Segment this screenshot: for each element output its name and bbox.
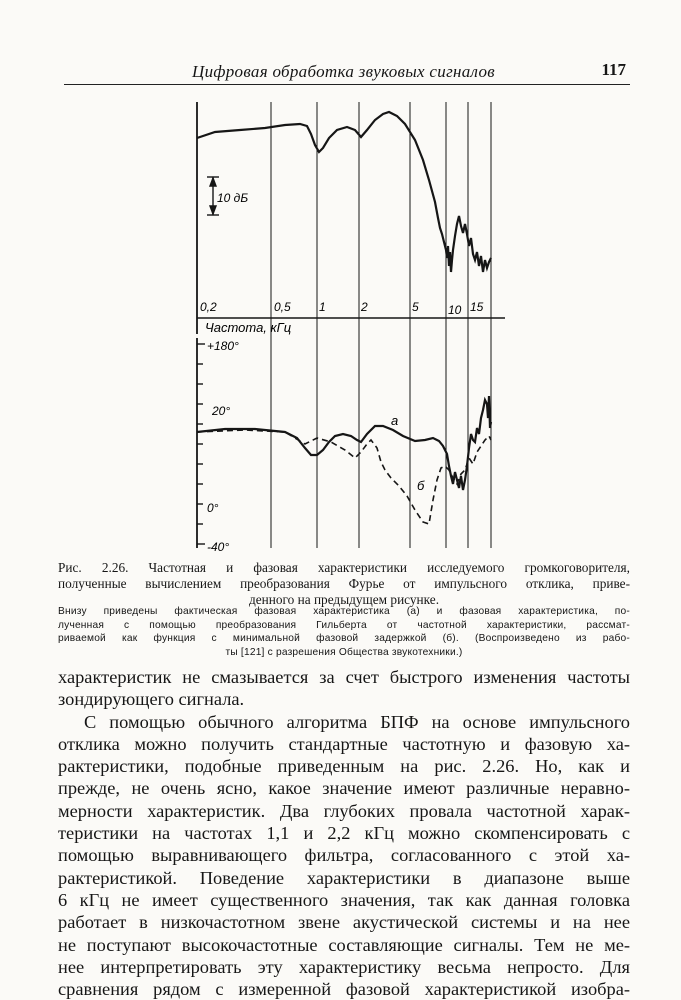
text-line: С помощью обычного алгоритма БПФ на основе импульсного (84, 711, 630, 732)
paragraph (58, 666, 630, 711)
scale-arrow-up (210, 178, 216, 186)
freq-tick-label: 2 (361, 300, 368, 314)
freq-tick-label: 0,5 (274, 300, 291, 314)
running-title: Цифровая обработка звуковых сигналов (192, 62, 495, 81)
text-line: 6 кГц не имеет существенного значения, так как данная головка (58, 889, 630, 910)
text-line: рактеристикой. Поведение характеристики в диапазоне выше (58, 867, 630, 888)
text-line: нее интерпретировать эту характеристику весьма непросто. Для (58, 956, 630, 977)
scale-label: 10 дБ (217, 191, 249, 205)
text-line: работает в низкочастотном звене акустической системы и на нее (58, 912, 630, 933)
freq-tick-label: 10 (448, 303, 462, 317)
phase-label: 20° (212, 404, 231, 418)
caption-line: денного на предыдущем рисунке. (248, 592, 440, 607)
text-line: характеристик не смазывается за счет быстрого изменения частоты (58, 667, 630, 687)
phase-scale-ticks (197, 344, 205, 544)
text-line: теристики на частотах 1,1 и 2,2 кГц можно скомпенсировать с (58, 823, 630, 844)
body-text (58, 666, 630, 1000)
running-header (64, 58, 630, 85)
text-line: не поступают высокочастотные составляющие сигналы. Тем не ме- (58, 934, 630, 955)
text-line: помощью выравнивающего фильтра, согласованного с этой ха- (58, 845, 630, 866)
text-line: мерности характеристик. Два глубоких провала частотной харак- (58, 800, 630, 821)
freq-tick-label: 1 (319, 300, 326, 314)
caption-line: полученные вычислением преобразования Фурье от импульсного отклика, приве- (58, 576, 630, 591)
note-line: лученная с помощью преобразования Гильберта от частотной характеристики, рассмат- (58, 619, 630, 631)
phase-label: +180° (207, 339, 239, 353)
freq-tick-label: 5 (412, 300, 419, 314)
text-line: зондирующего сигнала. (58, 689, 245, 710)
figure-note (58, 605, 630, 659)
note-line: Внизу приведены фактическая фазовая характеристика (а) и фазовая характеристика, по- (58, 606, 630, 617)
phase-label: 0° (207, 501, 219, 515)
frequency-axis-title: Частота, кГц (205, 320, 292, 335)
figure-caption (58, 560, 630, 608)
phase-curve-b (197, 430, 491, 524)
curve-a-label: а (391, 413, 399, 428)
page-number: 117 (601, 60, 626, 79)
freq-tick-label: 15 (470, 300, 484, 314)
paragraph (58, 711, 630, 1000)
text-line: рактеристики, подобные приведенным на рис. 2.26. Но, как и (58, 756, 630, 777)
phase-curve-a (197, 396, 491, 490)
curve-b-label: б (417, 478, 425, 493)
text-line: прежде, не очень ясно, какое значение имеют различные неравно- (58, 778, 630, 799)
text-line: сравнения рядом с измеренной фазовой характеристикой изобра- (58, 979, 630, 1000)
figure-2-26 (185, 100, 505, 555)
freq-tick-label: 0,2 (200, 300, 217, 314)
note-line: риваемой как функция с минимальной фазовой задержкой (б). (Воспроизведено из рабо- (58, 633, 630, 645)
caption-line: Рис. 2.26. Частотная и фазовая характеристики исследуемого громкоговорителя, (58, 560, 630, 575)
note-line: ты [121] с разрешения Общества звукотехники.) (225, 646, 463, 658)
scale-arrow-down (210, 206, 216, 214)
phase-label: -40° (207, 540, 230, 554)
text-line: отклика можно получить стандартные частотную и фазовую ха- (58, 733, 630, 754)
